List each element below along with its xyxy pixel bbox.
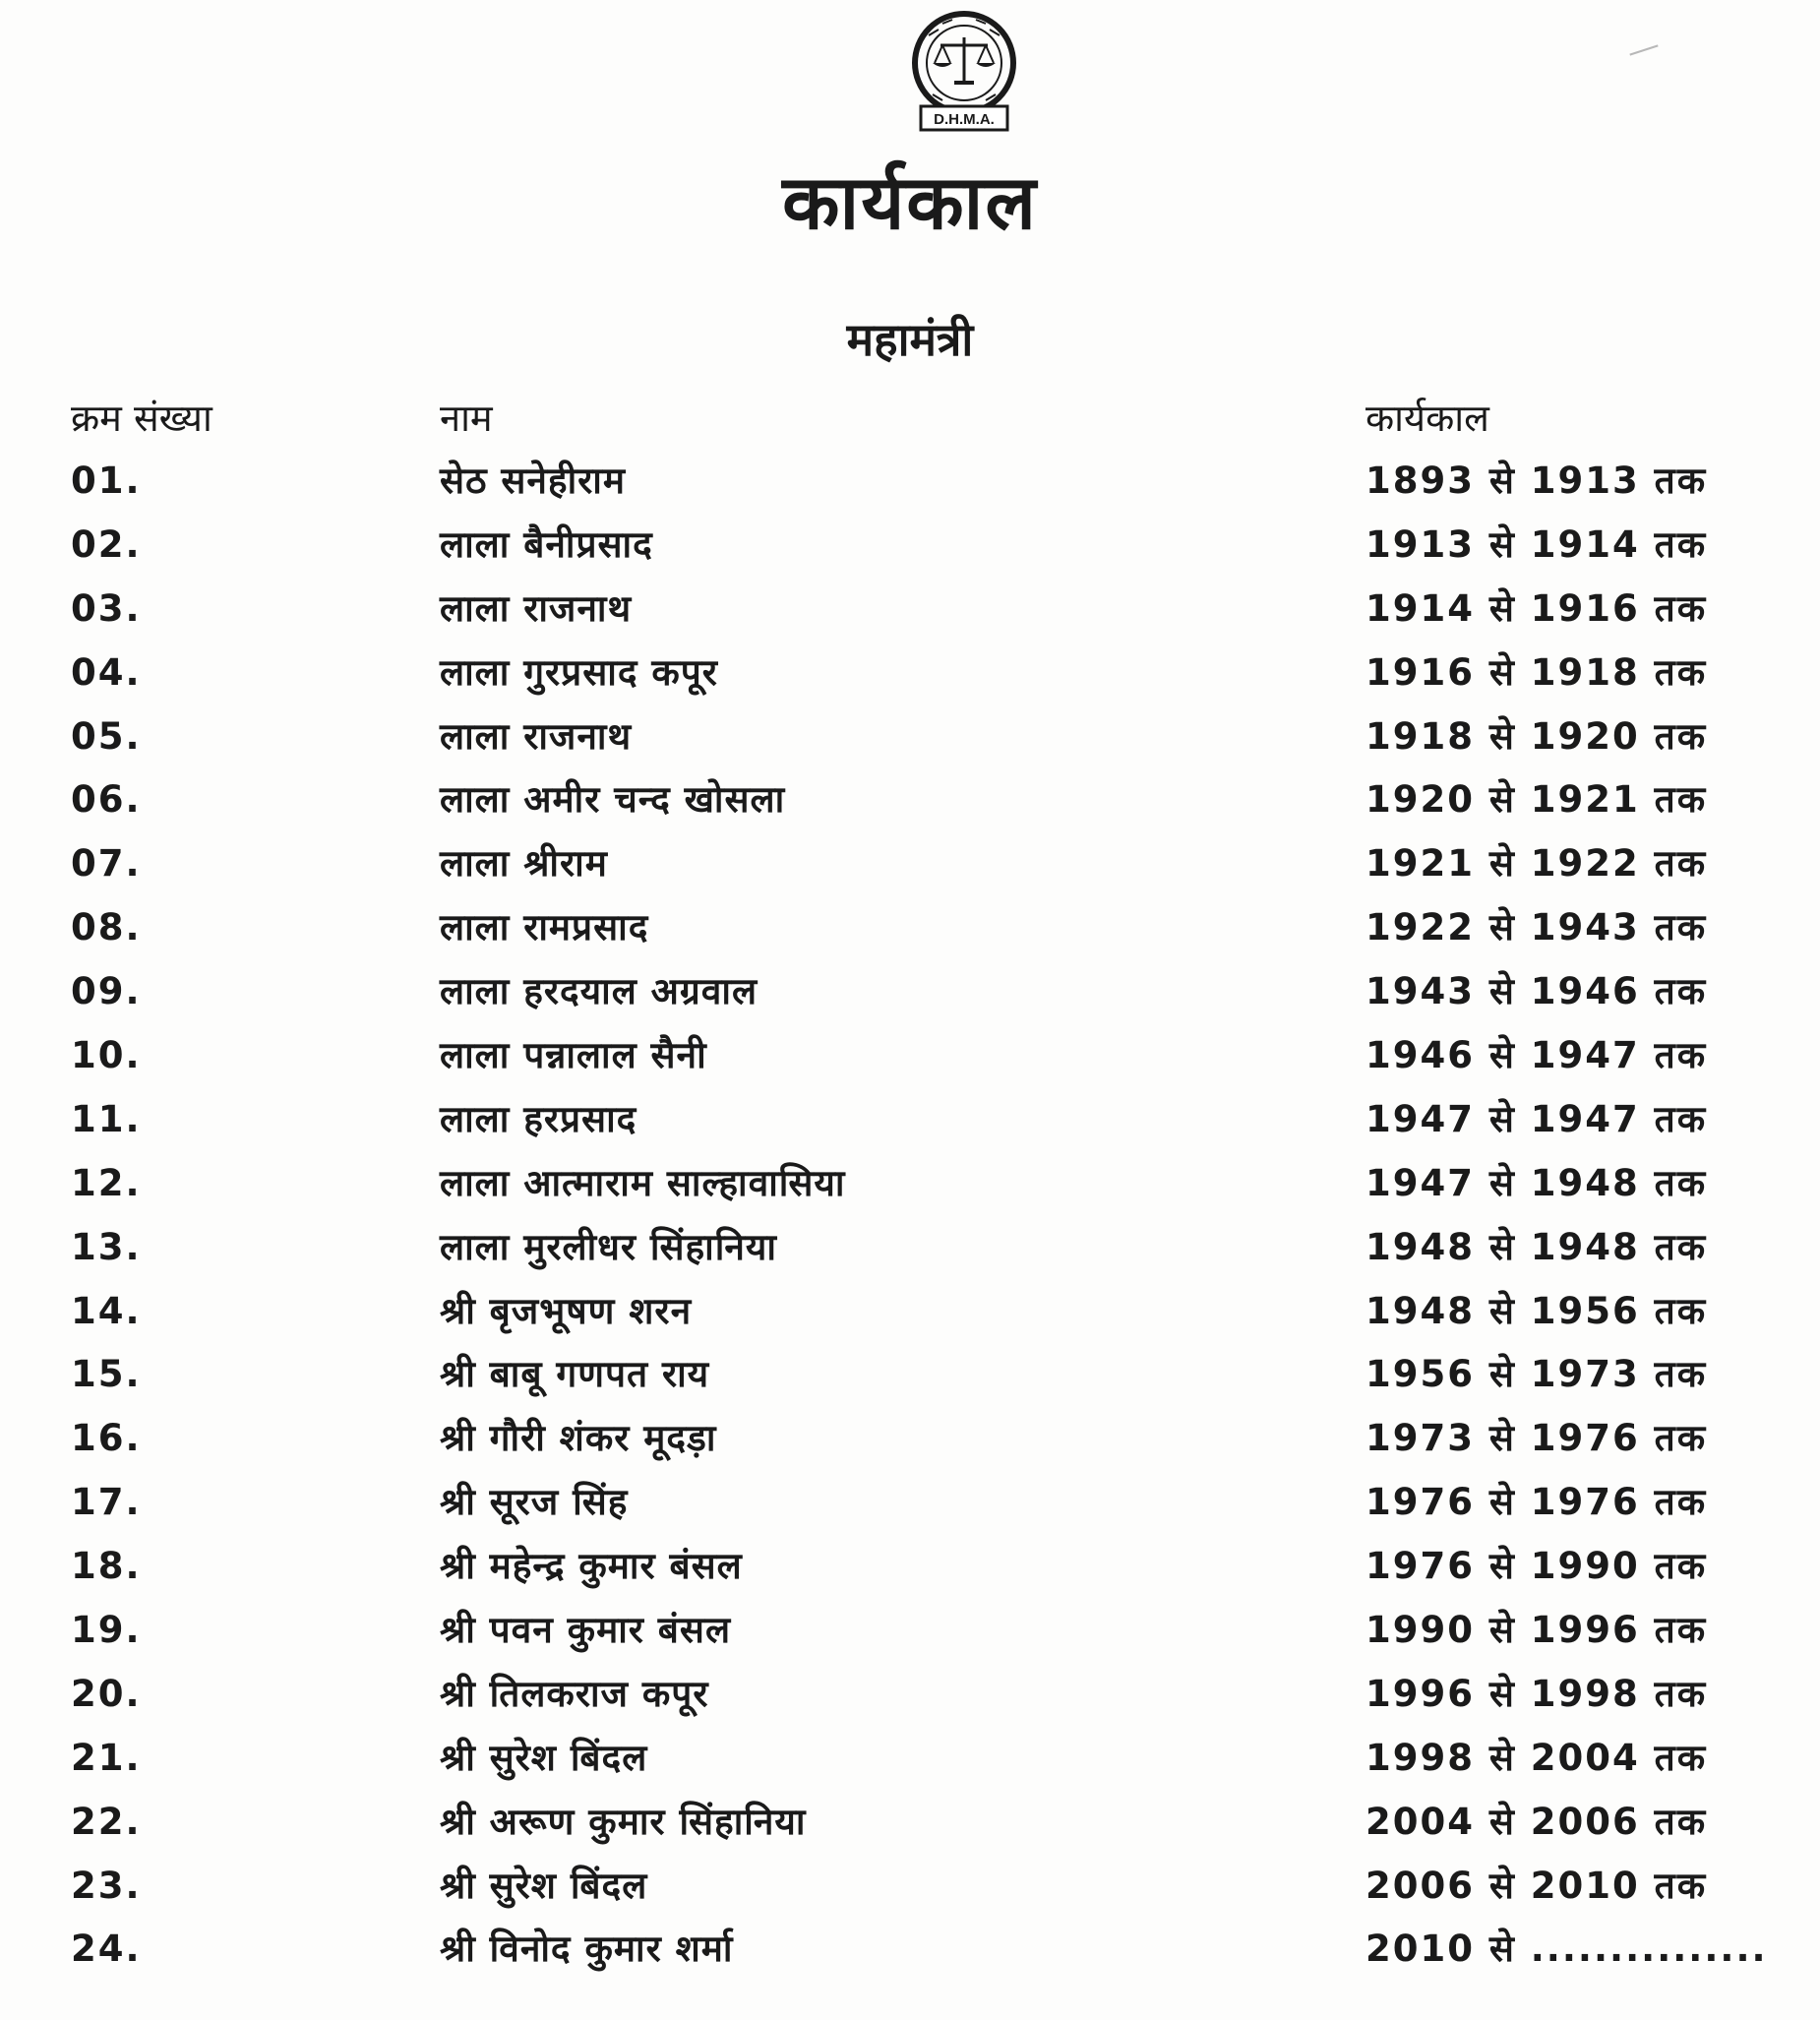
row-name: लाला रामप्रसाद bbox=[440, 906, 649, 949]
row-number: 21. bbox=[71, 1736, 142, 1779]
row-term: 1956 से 1973 तक bbox=[1365, 1353, 1708, 1396]
row-term: 1916 से 1918 तक bbox=[1365, 650, 1708, 694]
table-header bbox=[0, 394, 1820, 443]
table-row bbox=[0, 1152, 1820, 1216]
row-number: 12. bbox=[71, 1161, 142, 1204]
row-number: 01. bbox=[71, 459, 142, 502]
row-number: 13. bbox=[71, 1225, 142, 1268]
table-row bbox=[0, 450, 1820, 514]
row-term: 1921 से 1922 तक bbox=[1365, 842, 1708, 886]
row-number: 14. bbox=[71, 1289, 142, 1332]
row-number: 06. bbox=[71, 778, 142, 822]
table-row bbox=[0, 896, 1820, 960]
row-term: 1948 से 1956 तक bbox=[1365, 1289, 1708, 1332]
table-row bbox=[0, 1727, 1820, 1791]
row-number: 24. bbox=[71, 1928, 142, 1971]
row-term: 1976 से 1990 तक bbox=[1365, 1545, 1708, 1588]
row-number: 16. bbox=[71, 1417, 142, 1460]
table-row bbox=[0, 1599, 1820, 1663]
row-name: श्री पवन कुमार बंसल bbox=[440, 1609, 732, 1652]
row-number: 09. bbox=[71, 970, 142, 1013]
logo-text: D.H.M.A. bbox=[934, 111, 995, 128]
row-number: 18. bbox=[71, 1545, 142, 1588]
row-term: 1922 से 1943 तक bbox=[1365, 906, 1708, 949]
dhma-logo bbox=[883, 8, 1045, 134]
table-row bbox=[0, 1471, 1820, 1535]
row-number: 03. bbox=[71, 586, 142, 630]
table-row bbox=[0, 1535, 1820, 1599]
row-name: लाला आत्माराम साल्हावासिया bbox=[440, 1161, 846, 1204]
row-number: 02. bbox=[71, 522, 142, 566]
header-term: कार्यकाल bbox=[1365, 397, 1489, 440]
row-term: 1990 से 1996 तक bbox=[1365, 1609, 1708, 1652]
row-term: 2010 से ............... bbox=[1365, 1928, 1768, 1971]
row-term: 1996 से 1998 तक bbox=[1365, 1672, 1708, 1715]
table-row bbox=[0, 1280, 1820, 1344]
row-number: 20. bbox=[71, 1672, 142, 1715]
row-term: 1946 से 1947 तक bbox=[1365, 1034, 1708, 1077]
row-number: 15. bbox=[71, 1353, 142, 1396]
row-name: श्री सुरेश बिंदल bbox=[440, 1736, 648, 1779]
section-subtitle: महामंत्री bbox=[846, 313, 974, 366]
row-name: श्री बाबू गणपत राय bbox=[440, 1353, 710, 1396]
row-name: लाला हरप्रसाद bbox=[440, 1097, 637, 1140]
row-name: लाला श्रीराम bbox=[440, 842, 608, 886]
row-number: 08. bbox=[71, 906, 142, 949]
table-row bbox=[0, 1407, 1820, 1471]
table-row bbox=[0, 1216, 1820, 1280]
row-term: 1998 से 2004 तक bbox=[1365, 1736, 1708, 1779]
row-number: 17. bbox=[71, 1481, 142, 1524]
row-name: श्री तिलकराज कपूर bbox=[440, 1672, 709, 1715]
row-term: 1947 से 1948 तक bbox=[1365, 1161, 1708, 1204]
row-term: 1893 से 1913 तक bbox=[1365, 459, 1708, 502]
header-serial-number: क्रम संख्या bbox=[71, 397, 212, 440]
row-term: 2004 से 2006 तक bbox=[1365, 1800, 1708, 1843]
row-name: श्री बृजभूषण शरन bbox=[440, 1289, 693, 1332]
header-name: नाम bbox=[440, 397, 493, 440]
office-bearers-list bbox=[0, 450, 1820, 1982]
row-number: 07. bbox=[71, 842, 142, 886]
row-name: लाला राजनाथ bbox=[440, 586, 633, 630]
row-name: श्री गौरी शंकर मूदड़ा bbox=[440, 1417, 717, 1460]
row-name: लाला हरदयाल अग्रवाल bbox=[440, 970, 758, 1013]
row-name: लाला बैनीप्रसाद bbox=[440, 522, 653, 566]
row-name: लाला पन्नालाल सैनी bbox=[440, 1034, 707, 1077]
table-row bbox=[0, 768, 1820, 832]
table-row bbox=[0, 832, 1820, 896]
row-term: 2006 से 2010 तक bbox=[1365, 1864, 1708, 1907]
row-number: 23. bbox=[71, 1864, 142, 1907]
table-row bbox=[0, 705, 1820, 769]
table-row bbox=[0, 514, 1820, 578]
row-name: लाला अमीर चन्द खोसला bbox=[440, 778, 786, 822]
row-number: 10. bbox=[71, 1034, 142, 1077]
row-term: 1913 से 1914 तक bbox=[1365, 522, 1708, 566]
row-term: 1920 से 1921 तक bbox=[1365, 778, 1708, 822]
row-number: 19. bbox=[71, 1609, 142, 1652]
table-row bbox=[0, 1024, 1820, 1088]
row-name: लाला मुरलीधर सिंहानिया bbox=[440, 1225, 777, 1268]
scan-artifact bbox=[1629, 44, 1658, 55]
row-name: सेठ सनेहीराम bbox=[440, 459, 627, 502]
row-term: 1976 से 1976 तक bbox=[1365, 1481, 1708, 1524]
table-row bbox=[0, 1343, 1820, 1407]
row-term: 1973 से 1976 तक bbox=[1365, 1417, 1708, 1460]
row-name: लाला गुरप्रसाद कपूर bbox=[440, 650, 718, 694]
row-name: श्री सुरेश बिंदल bbox=[440, 1864, 648, 1907]
row-name: श्री विनोद कुमार शर्मा bbox=[440, 1928, 734, 1971]
row-name: श्री सूरज सिंह bbox=[440, 1481, 629, 1524]
row-number: 04. bbox=[71, 650, 142, 694]
table-row bbox=[0, 1663, 1820, 1727]
scales-of-justice-icon bbox=[883, 8, 1045, 134]
table-row bbox=[0, 1088, 1820, 1152]
row-term: 1947 से 1947 तक bbox=[1365, 1097, 1708, 1140]
table-row bbox=[0, 1855, 1820, 1919]
row-term: 1914 से 1916 तक bbox=[1365, 586, 1708, 630]
row-name: लाला राजनाथ bbox=[440, 714, 633, 758]
table-row bbox=[0, 1791, 1820, 1855]
page-title: कार्यकाल bbox=[782, 158, 1038, 246]
row-number: 22. bbox=[71, 1800, 142, 1843]
row-number: 05. bbox=[71, 714, 142, 758]
table-row bbox=[0, 960, 1820, 1024]
row-term: 1943 से 1946 तक bbox=[1365, 970, 1708, 1013]
row-term: 1948 से 1948 तक bbox=[1365, 1225, 1708, 1268]
row-name: श्री महेन्द्र कुमार बंसल bbox=[440, 1545, 743, 1588]
row-name: श्री अरूण कुमार सिंहानिया bbox=[440, 1800, 807, 1843]
table-row bbox=[0, 642, 1820, 705]
table-row bbox=[0, 578, 1820, 642]
row-number: 11. bbox=[71, 1097, 142, 1140]
row-term: 1918 से 1920 तक bbox=[1365, 714, 1708, 758]
table-row bbox=[0, 1918, 1820, 1982]
